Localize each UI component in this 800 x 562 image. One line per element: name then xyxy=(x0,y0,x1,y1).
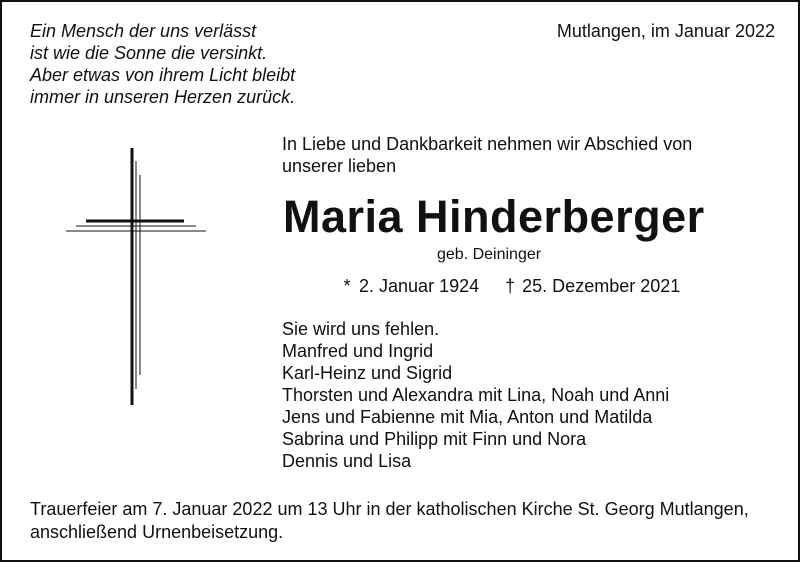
ceremony-info xyxy=(30,498,749,544)
intro-line: In Liebe und Dankbarkeit nehmen wir Abschied von xyxy=(282,134,693,154)
poem-line: Ein Mensch der uns verlässt xyxy=(30,21,257,41)
family-line: Jens und Fabienne mit Mia, Anton und Matilda xyxy=(282,407,653,427)
deceased-name: Maria Hinderberger xyxy=(283,191,705,242)
poem xyxy=(30,20,295,108)
ceremony-line: anschließend Urnenbeisetzung. xyxy=(30,522,284,542)
intro-line: unserer lieben xyxy=(282,156,397,176)
poem-line: immer in unseren Herzen zurück. xyxy=(30,87,296,107)
intro-text xyxy=(282,133,692,177)
family-list xyxy=(282,318,669,472)
birth-date: 2. Januar 1924 xyxy=(359,276,480,296)
family-line: Karl-Heinz und Sigrid xyxy=(282,363,453,383)
death-date: 25. Dezember 2021 xyxy=(522,276,681,296)
poem-line: Aber etwas von ihrem Licht bleibt xyxy=(30,65,296,85)
ceremony-line: Trauerfeier am 7. Januar 2022 um 13 Uhr in der katholischen Kirche St. Georg Mutlangen, xyxy=(30,499,749,519)
family-line: Dennis und Lisa xyxy=(282,451,412,471)
birth-symbol: * xyxy=(343,276,351,296)
cross-icon xyxy=(60,145,210,405)
family-line: Manfred und Ingrid xyxy=(282,341,434,361)
poem-line: ist wie die Sonne die versinkt. xyxy=(30,43,268,63)
family-line: Sabrina und Philipp mit Finn und Nora xyxy=(282,429,587,449)
family-line: Sie wird uns fehlen. xyxy=(282,319,440,339)
place-date: Mutlangen, im Januar 2022 xyxy=(556,21,775,41)
maiden-name: geb. Deininger xyxy=(437,246,542,263)
life-dates xyxy=(340,276,680,297)
death-symbol: † xyxy=(505,276,516,296)
family-line: Thorsten und Alexandra mit Lina, Noah und Anni xyxy=(282,385,670,405)
